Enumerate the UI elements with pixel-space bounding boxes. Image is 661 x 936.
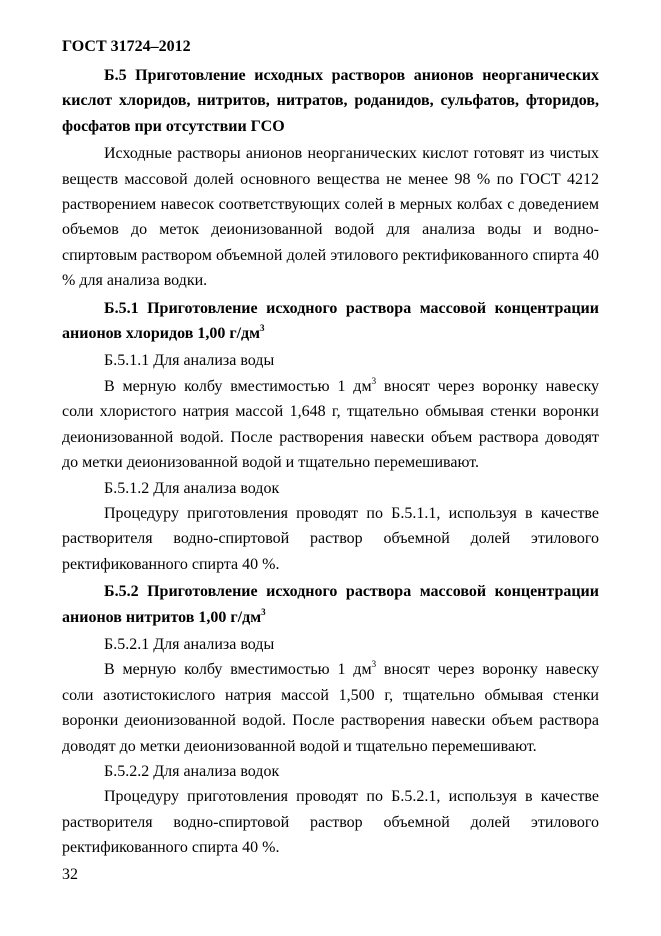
superscript: 3	[371, 375, 377, 386]
subsection-title-b522: Б.5.2.2 Для анализа водок	[104, 762, 280, 780]
document-body	[62, 61, 599, 861]
superscript: 3	[261, 606, 266, 617]
section-heading-b5: Б.5 Приготовление исходных растворов анионов неорганических кислот хлоридов, нитритов, нитратов, роданидов, сульфатов, фторидов, фосфатов при отсутствии ГСО	[62, 67, 599, 135]
paragraph-text: вносят через воронку навеску соли хлористого натрия массой 1,648 г, тщательно обмывая стенки воронки деионизованной водой. После растворения навески объем раствора доводят до метки деионизованной водой и тщательно перемешивают.	[62, 377, 600, 472]
superscript: 3	[260, 323, 265, 334]
paragraph-b5-body: Исходные растворы анионов неорганических кислот готовят из чистых веществ массовой долей основного вещества не менее 98 % по ГОСТ 4212 растворением навесок соответствующих солей в мерных колбах с доведением объемов до меток деионизованной водой для анализа воды и водно-спиртовым раствором объемной долей этилового ректификованного спирта 40 % для анализа водки.	[62, 145, 599, 290]
page-number: 32	[62, 866, 78, 883]
paragraph-b511-body	[62, 374, 599, 476]
paragraph-text: В мерную колбу вместимостью 1 дм	[104, 661, 372, 679]
subsection-title-b511: Б.5.1.1 Для анализа воды	[104, 352, 275, 370]
document-header: ГОСТ 31724–2012	[62, 38, 191, 55]
subsection-title-b521: Б.5.2.1 Для анализа воды	[104, 635, 275, 653]
paragraph-text: вносят через воронку навеску соли азотистокислого натрия массой 1,500 г, тщательно обмывая стенки воронки деионизованной водой. После растворения навески объем раствора доводят до метки деионизованной водой и тщательно перемешивают.	[62, 661, 600, 755]
section-heading-b51-text: Б.5.1 Приготовление исходного раствора массовой концентрации анионов хлоридов 1,00 г/дм	[62, 299, 599, 343]
section-heading-b51	[62, 296, 599, 347]
paragraph-b521-body	[62, 657, 599, 759]
section-heading-b52	[62, 579, 599, 630]
paragraph-b522-body: Процедуру приготовления проводят по Б.5.2.1, используя в качестве растворителя водно-спиртовой раствор объемной долей этилового ректификованного спирта 40 %.	[62, 788, 599, 857]
paragraph-text: В мерную колбу вместимостью 1 дм	[104, 377, 372, 395]
section-heading-b52-text: Б.5.2 Приготовление исходного раствора массовой концентрации анионов нитритов 1,00 г/дм	[62, 583, 599, 626]
superscript: 3	[371, 659, 377, 670]
subsection-title-b512: Б.5.1.2 Для анализа водок	[104, 479, 280, 497]
paragraph-b512-body: Процедуру приготовления проводят по Б.5.1.1, используя в качестве растворителя водно-спиртовой раствор объемной долей этилового ректификованного спирта 40 %.	[62, 504, 599, 573]
